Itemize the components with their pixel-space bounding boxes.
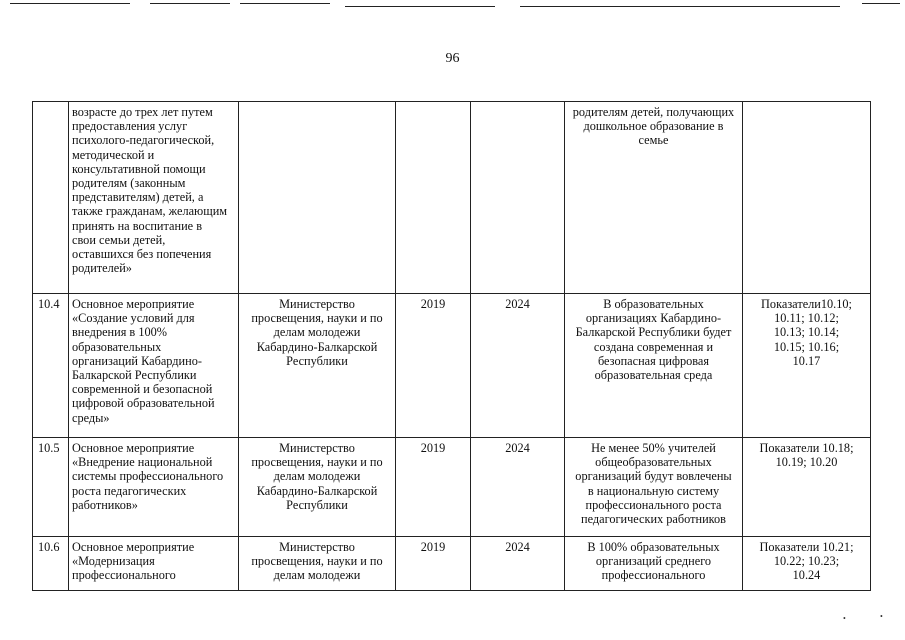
responsible-executor: Министерство просвещения, науки и по делам молодежи Кабардино-Балкарской Республики <box>239 294 396 438</box>
indicators <box>743 102 871 294</box>
scan-top-line-5 <box>520 6 840 7</box>
row-number: 10.4 <box>33 294 69 438</box>
table-row <box>33 102 871 294</box>
table-row <box>33 438 871 537</box>
expected-result: В 100% образовательных организаций среднего профессионального <box>565 537 743 591</box>
activity-description: Основное мероприятие «Модернизация профессионального <box>69 537 239 591</box>
activity-description: Основное мероприятие «Внедрение национальной системы профессионального роста педагогических работников» <box>69 438 239 537</box>
table-row <box>33 294 871 438</box>
scan-top-line-6 <box>862 3 900 4</box>
start-year: 2019 <box>396 537 471 591</box>
scan-top-line-1 <box>10 3 130 4</box>
row-number <box>33 102 69 294</box>
row-number: 10.5 <box>33 438 69 537</box>
indicators: Показатели10.10; 10.11; 10.12; 10.13; 10.14; 10.15; 10.16; 10.17 <box>743 294 871 438</box>
end-year: 2024 <box>471 294 565 438</box>
expected-result: родителям детей, получающих дошкольное образование в семье <box>565 102 743 294</box>
end-year <box>471 102 565 294</box>
start-year <box>396 102 471 294</box>
indicators: Показатели 10.21; 10.22; 10.23; 10.24 <box>743 537 871 591</box>
activity-description: возрасте до трех лет путем предоставления услуг психолого-педагогической, методической и консультативной помощи родителям (законным представителям) детей, а также гражданам, желающим принять на воспитание в свои семьи детей, оставшихся без попечения родителей» <box>69 102 239 294</box>
scan-top-line-4 <box>345 6 495 7</box>
scan-speck: • <box>880 612 883 621</box>
responsible-executor: Министерство просвещения, науки и по делам молодежи Кабардино-Балкарской Республики <box>239 438 396 537</box>
responsible-executor: Министерство просвещения, науки и по делам молодежи <box>239 537 396 591</box>
activity-description: Основное мероприятие «Создание условий для внедрения в 100% образовательных организаций Кабардино- Балкарской Республики современной и безопасной цифровой образовательной среды» <box>69 294 239 438</box>
scan-speck: • <box>843 614 846 623</box>
expected-result: Не менее 50% учителей общеобразовательных организаций будут вовлечены в национальную систему профессионального роста педагогических работников <box>565 438 743 537</box>
responsible-executor <box>239 102 396 294</box>
table-row <box>33 537 871 591</box>
scan-top-line-3 <box>240 3 330 4</box>
scan-top-line-2 <box>150 3 230 4</box>
start-year: 2019 <box>396 294 471 438</box>
start-year: 2019 <box>396 438 471 537</box>
indicators: Показатели 10.18; 10.19; 10.20 <box>743 438 871 537</box>
page-number: 96 <box>445 51 460 66</box>
row-number: 10.6 <box>33 537 69 591</box>
end-year: 2024 <box>471 438 565 537</box>
expected-result: В образовательных организациях Кабардино- Балкарской Республики будет создана современная и безопасная цифровая образовательная среда <box>565 294 743 438</box>
end-year: 2024 <box>471 537 565 591</box>
activities-table <box>32 101 871 591</box>
